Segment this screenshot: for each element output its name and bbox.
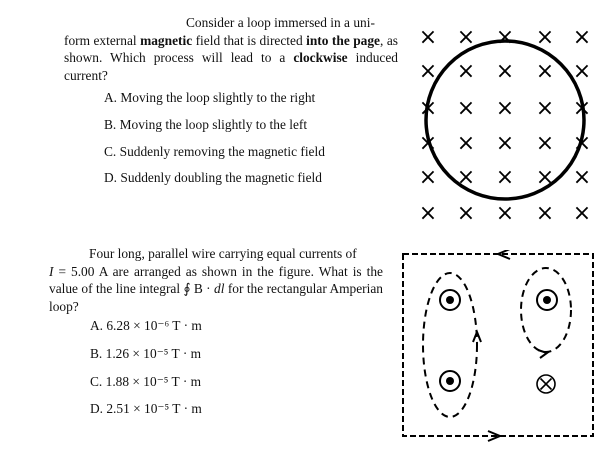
question1-stem-run: induced current? bbox=[64, 50, 398, 83]
field-into-page-mark: × bbox=[535, 96, 555, 121]
field-into-page-mark: × bbox=[418, 165, 438, 190]
question2-option-a[interactable]: A. 6.28 × 10⁻⁶ T · m bbox=[90, 318, 202, 333]
question1-stem-lead: Consider a loop immersed in a uni- bbox=[186, 15, 375, 30]
field-into-page-mark: × bbox=[418, 25, 438, 50]
field-into-page-mark: × bbox=[456, 96, 476, 121]
question2-option-c[interactable]: C. 1.88 × 10⁻⁵ T · m bbox=[90, 374, 202, 389]
question2-option-d[interactable]: D. 2.51 × 10⁻⁵ T · m bbox=[90, 401, 202, 416]
field-into-page-mark: × bbox=[535, 59, 555, 84]
field-into-page-mark: × bbox=[456, 59, 476, 84]
question2-stem-run: for the rectangular Amperian loop? bbox=[49, 281, 384, 314]
field-into-page-mark: × bbox=[572, 59, 592, 84]
field-into-page-mark: × bbox=[495, 25, 515, 50]
field-into-page-mark: × bbox=[456, 25, 476, 50]
field-into-page-mark: × bbox=[495, 165, 515, 190]
question2-stem-run: = 5.00 A are arranged as shown in the figure. What is the value of the line integral ∮ B · bbox=[49, 263, 383, 296]
field-into-page-mark: × bbox=[418, 201, 438, 226]
field-into-page-mark: × bbox=[572, 201, 592, 226]
question2-stem-body bbox=[49, 263, 383, 316]
field-into-page-mark: × bbox=[572, 131, 592, 156]
question2-figure bbox=[400, 250, 600, 450]
field-into-page-mark: × bbox=[535, 201, 555, 226]
question1-stem-run: into the page bbox=[306, 32, 381, 48]
field-into-page-mark: × bbox=[418, 96, 438, 121]
question1-stem-body bbox=[64, 32, 398, 85]
question1-option-d[interactable]: D. Suddenly doubling the magnetic field bbox=[104, 170, 322, 185]
question2-option-b[interactable]: B. 1.26 × 10⁻⁵ T · m bbox=[90, 346, 202, 361]
field-into-page-mark: × bbox=[495, 131, 515, 156]
question1-option-c[interactable]: C. Suddenly removing the magnetic field bbox=[104, 144, 325, 159]
field-into-page-mark: × bbox=[535, 131, 555, 156]
wire-out-of-page-3 bbox=[440, 371, 460, 391]
question1-stem-run: , as shown. Which process will lead to a bbox=[64, 32, 398, 65]
field-into-page-mark: × bbox=[535, 165, 555, 190]
question1-option-b[interactable]: B. Moving the loop slightly to the left bbox=[104, 117, 308, 132]
wire-into-page bbox=[537, 375, 555, 393]
question2-stem-lead: Four long, parallel wire carrying equal currents of bbox=[89, 246, 357, 261]
field-into-page-mark: × bbox=[495, 59, 515, 84]
field-into-page-mark: × bbox=[572, 165, 592, 190]
magnetic-field-grid bbox=[419, 25, 591, 226]
question1-stem bbox=[64, 14, 398, 84]
question1-stem-run: magnetic bbox=[140, 32, 193, 48]
question1-stem-run: field that is directed bbox=[192, 32, 307, 48]
question1-option-a[interactable]: A. Moving the loop slightly to the right bbox=[104, 90, 316, 105]
question1-figure bbox=[412, 20, 612, 230]
field-into-page-mark: × bbox=[456, 201, 476, 226]
field-into-page-mark: × bbox=[572, 96, 592, 121]
wire-out-of-page-2 bbox=[537, 290, 557, 310]
field-into-page-mark: × bbox=[535, 25, 555, 50]
question2-stem bbox=[49, 245, 383, 315]
field-into-page-mark: × bbox=[572, 25, 592, 50]
field-into-page-mark: × bbox=[495, 201, 515, 226]
field-into-page-mark: × bbox=[456, 131, 476, 156]
question2-stem-run: I bbox=[49, 263, 54, 279]
question1-stem-run: clockwise bbox=[293, 50, 348, 65]
wire-out-of-page-1 bbox=[440, 290, 460, 310]
question2-stem-run: dl bbox=[214, 281, 225, 296]
question1-stem-run: form external bbox=[64, 32, 141, 48]
field-into-page-mark: × bbox=[418, 59, 438, 84]
field-into-page-mark: × bbox=[495, 96, 515, 121]
field-into-page-mark: × bbox=[418, 131, 438, 156]
field-into-page-mark: × bbox=[456, 165, 476, 190]
